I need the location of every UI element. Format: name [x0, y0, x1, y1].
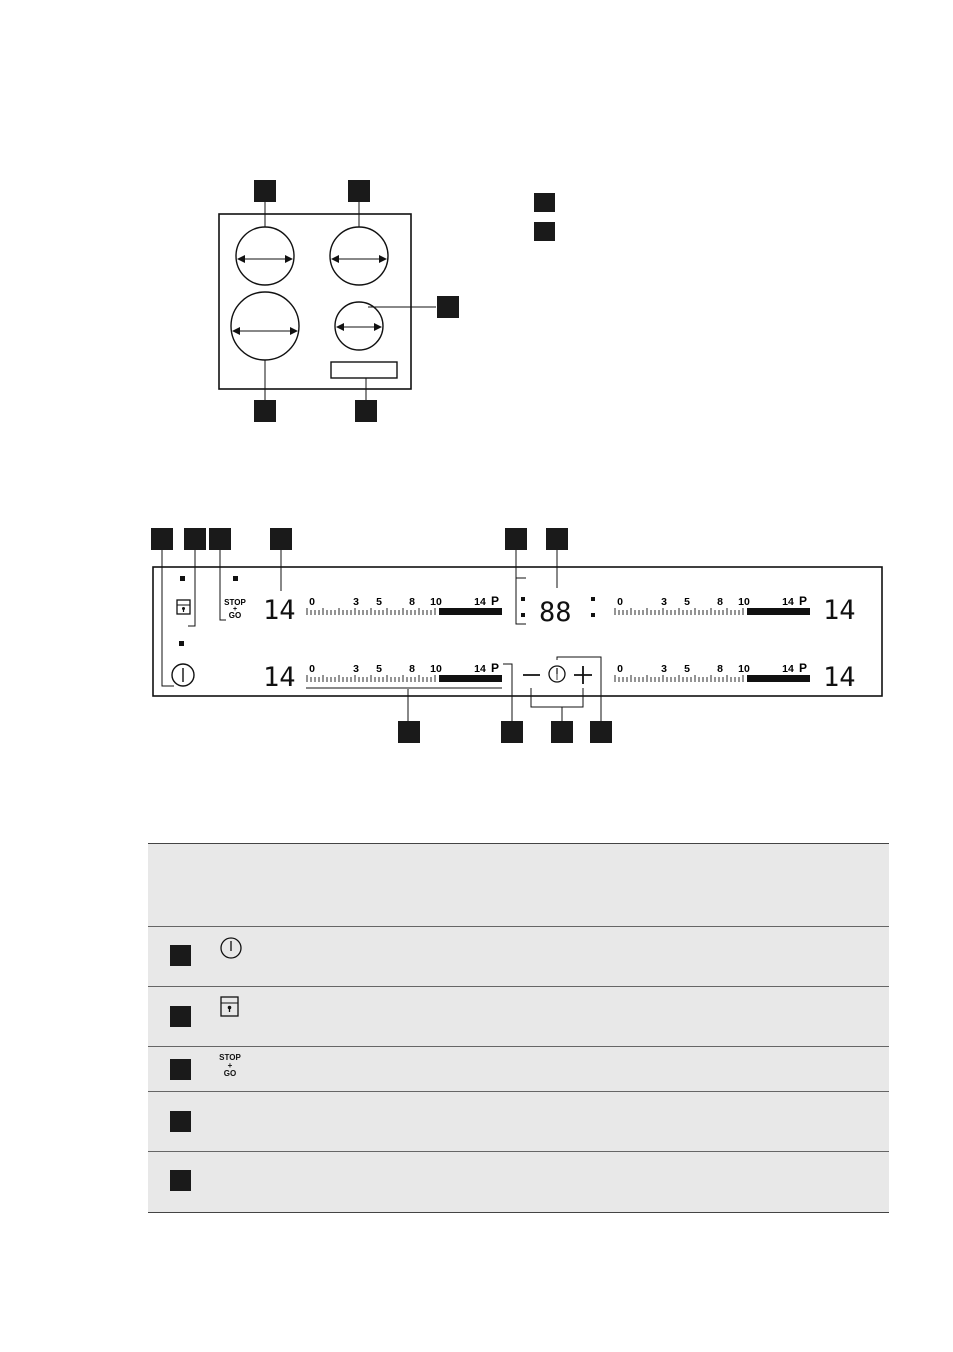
control-panel-diagram [0, 520, 953, 750]
scale-label: 10 [738, 663, 750, 675]
power-slider-front-left[interactable] [307, 594, 502, 615]
row-marker [170, 1059, 191, 1080]
callout-marker [501, 721, 523, 743]
zone-display-front-left: 14 [263, 595, 296, 626]
scale-label: 0 [617, 596, 623, 608]
callout-marker [348, 180, 370, 202]
callout-marker [254, 400, 276, 422]
scale-label: P [798, 594, 808, 608]
table-row [148, 1151, 889, 1212]
power-slider-rear-right[interactable] [615, 661, 810, 682]
control-panel-table [148, 843, 889, 1213]
scale-label: 8 [409, 663, 415, 675]
zone-display-front-right: 14 [823, 595, 856, 626]
scale-label: 3 [661, 663, 667, 675]
callout-marker [254, 180, 276, 202]
scale-label: P [490, 661, 500, 675]
timer-display [521, 597, 595, 628]
cooking-zone-front-left [236, 227, 294, 285]
scale-label: 14 [474, 663, 486, 675]
scale-label: 3 [353, 663, 359, 675]
scale-label: 10 [738, 596, 750, 608]
scale-label: 5 [684, 663, 690, 675]
table-row [148, 986, 889, 1046]
power-slider-front-right[interactable] [615, 594, 810, 615]
table-row [148, 1091, 889, 1151]
row-marker [170, 1111, 191, 1132]
callout-marker [551, 721, 573, 743]
scale-label: 14 [782, 596, 794, 608]
callout-marker [398, 721, 420, 743]
callout-marker [270, 528, 292, 550]
svg-text:88: 88 [539, 597, 572, 628]
cooktop-diagram [0, 0, 953, 440]
scale-label: P [798, 661, 808, 675]
table-row [148, 1046, 889, 1091]
table-row [148, 926, 889, 986]
stop-go-button[interactable] [224, 598, 246, 620]
scale-label: 14 [782, 663, 794, 675]
stop-go-icon: STOP + GO [219, 1053, 241, 1078]
svg-text:GO: GO [228, 611, 242, 620]
svg-text:+: + [232, 606, 238, 613]
scale-label: 10 [430, 596, 442, 608]
callout-marker [355, 400, 377, 422]
timer-plus-button[interactable] [574, 666, 592, 684]
callout-marker [209, 528, 231, 550]
zone-display-rear-left: 14 [263, 662, 296, 693]
scale-label: 3 [661, 596, 667, 608]
legend-marker [534, 193, 555, 212]
row-marker [170, 1170, 191, 1191]
scale-label: 8 [717, 663, 723, 675]
scale-label: 14 [474, 596, 486, 608]
callout-marker [151, 528, 173, 550]
callout-marker [505, 528, 527, 550]
callout-marker [184, 528, 206, 550]
scale-label: 8 [717, 596, 723, 608]
scale-label: 0 [309, 663, 315, 675]
power-slider-rear-left[interactable] [307, 661, 502, 682]
scale-label: 3 [353, 596, 359, 608]
scale-label: P [490, 594, 500, 608]
scale-label: 8 [409, 596, 415, 608]
legend-marker [534, 222, 555, 241]
scale-label: 5 [376, 663, 382, 675]
scale-label: 5 [376, 596, 382, 608]
callout-marker [590, 721, 612, 743]
scale-label: 0 [617, 663, 623, 675]
lock-icon [219, 995, 241, 1019]
scale-label: 10 [430, 663, 442, 675]
power-icon[interactable] [172, 664, 194, 686]
cooking-zone-small [335, 302, 383, 350]
cooking-zone-large [231, 292, 299, 360]
timer-clock-icon [549, 666, 565, 682]
callout-marker [437, 296, 459, 318]
cooking-zone-rear-right [330, 227, 388, 285]
scale-label: 5 [684, 596, 690, 608]
callout-marker [546, 528, 568, 550]
row-marker [170, 1006, 191, 1027]
control-panel-area [331, 362, 397, 378]
table-header [148, 844, 889, 926]
scale-label: 0 [309, 596, 315, 608]
zone-display-rear-right: 14 [823, 662, 856, 693]
svg-text:STOP: STOP [224, 598, 246, 607]
row-marker [170, 945, 191, 966]
cooktop-outline [219, 214, 411, 389]
lock-icon[interactable] [177, 600, 190, 614]
power-icon [219, 936, 243, 960]
